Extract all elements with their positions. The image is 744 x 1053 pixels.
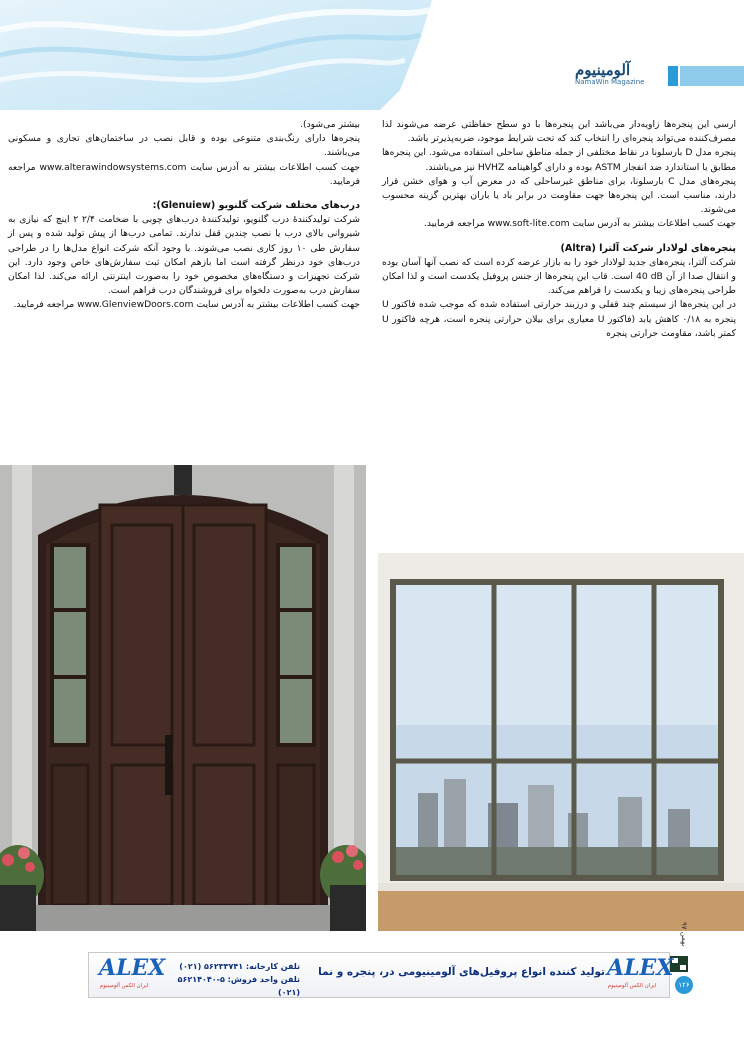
db-value: 40 dB bbox=[635, 271, 663, 283]
paragraph: بیشتر می‌شود). bbox=[300, 119, 360, 130]
paragraph: پنجره‌های مدل C بارسلونا، برای مناطق غیرساحلی که در معرض آب و هوای خشن قرار دارند، مناسب است. این پنجره‌ها جهت مقاومت در برابر باد یا باران بهترین گزینه محسوب می‌شوند. bbox=[382, 175, 736, 216]
paragraph: جهت کسب اطلاعات بیشتر به آدرس سایت www.soft-lite.com مراجعه فرمایید. bbox=[423, 218, 736, 230]
paragraph: در این پنجره‌ها از سیستم چند قفلی و درزبند حرارتی استفاده شده که موجب شده فاکتور U پنجره به ۰/۱۸ کاهش یابد (فاکتور U معیاری برای بیلان حرارتی پنجره است، هرچه فاکتور U کمتر باشد، مقاومت حرارتی پنجره bbox=[382, 299, 737, 339]
sales-phone: تلفن واحد فروش: ۵-۵۶۲۱۴۰۴۰ (۰۲۱) bbox=[177, 975, 300, 997]
paragraph: پنجره‌ها دارای رنگ‌بندی متنوعی بوده و قابل نصب در ساختمان‌های تجاری و مسکونی می‌باشند. bbox=[8, 133, 360, 159]
right-text-column bbox=[382, 118, 736, 341]
alex-logo-left bbox=[93, 955, 166, 995]
paragraph: جهت کسب اطلاعات بیشتر به آدرس سایت www.GlenviewDoors.com مراجعه فرمایید. bbox=[13, 299, 360, 311]
window-photo bbox=[378, 553, 744, 931]
left-text-column bbox=[8, 118, 360, 313]
ad-phone-numbers bbox=[160, 960, 300, 999]
ad-headline: تولید کننده انواع پروفیل‌های آلومینیومی در، پنجره و نما bbox=[318, 966, 605, 978]
header-wave-graphic bbox=[0, 0, 440, 110]
magazine-logo bbox=[575, 62, 675, 92]
alex-logo-right bbox=[601, 955, 674, 995]
brand-subtitle: ایران الکس آلومینیوم bbox=[99, 983, 149, 989]
section-heading: درب‌های مختلف شرکت گلنویو (Glenuiew): bbox=[152, 200, 360, 212]
header-color-blocks bbox=[668, 66, 744, 86]
astm-term: ASTM bbox=[595, 161, 621, 173]
brand-subtitle: ایران الکس آلومینیوم bbox=[607, 983, 657, 989]
page-number: ۱۲۶ bbox=[675, 976, 693, 994]
brand-name: ALEX bbox=[99, 955, 166, 981]
website-link[interactable]: www.alterawindowsystems.com bbox=[39, 161, 187, 173]
hvhz-term: HVHZ bbox=[477, 161, 505, 173]
paragraph: پنجره مدل D بارسلونا در نقاط مختلفی از جمله مناطق ساحلی استفاده می‌شود. این پنجره‌ها مطابق با استاندارد ضد انفجار ASTM بوده و دارای گواهینامه HVHZ نیز می‌باشند. bbox=[382, 147, 737, 173]
website-link[interactable]: www.soft-lite.com bbox=[487, 218, 570, 230]
factory-phone: تلفن کارخانه: ۵۶۲۳۳۷۴۱ (۰۲۱) bbox=[179, 962, 300, 971]
section-heading: پنجره‌های لولادار شرکت آلترا (Altra) bbox=[560, 242, 736, 254]
paragraph: شرکت تولیدکنندهٔ درب گلنویو، تولیدکنندهٔ درب‌های چوبی با ضخامت ۲/۴ ۲ اینچ که نیازی به شیروانی بالای درب یا نصب چندین قفل ندارند. تمامی درب‌ها از پیش تولید شده و پس از سفارش طی ۱۰ روز کاری نصب می‌شوند. با وجود آنکه شرکت انواع مدل‌ها را در طراحی درب‌های خود درنظر گرفته است اما بازهم امکان ثبت سفارش‌های خاص وجود دارد. این شرکت تجهیزات و دستگاه‌های مخصوص خود را به‌صورت اینترنتی ارائه می‌کند. لذا امکان سفارش درب به‌صورت دلخواه برای فروشندگان درب فراهم است. bbox=[8, 214, 360, 297]
paragraph: شرکت آلترا، پنجره‌های جدید لولادار خود را به بازار عرضه کرده است که نصب آنها آسان بوده و انتقال صدا از آن 40 dB است. قاب این پنجره‌ها از جنس پروفیل یکدست است و لذا امکان طراحی پنجره‌های زیبا و یکدست را فراهم می‌کند. bbox=[382, 256, 736, 297]
page-header bbox=[0, 0, 744, 110]
paragraph: ارسی این پنجره‌ها زاویه‌دار می‌باشد این پنجره‌ها با دو سطح حفاظتی عرضه می‌شوند لذا مصرف‌کننده می‌تواند پنجره‌ای را انتخاب کند که تحت شرایط موجود، ضربه‌پذیرتر باشد. bbox=[382, 119, 736, 145]
door-photo bbox=[0, 465, 366, 931]
magazine-name: آلومینیوم bbox=[575, 61, 631, 79]
issue-date: بهمن ۹۷ bbox=[680, 922, 688, 947]
website-link[interactable]: www.GlenviewDoors.com bbox=[77, 299, 194, 311]
paragraph: جهت کسب اطلاعات بیشتر به آدرس سایت www.alterawindowsystems.com مراجعه فرمایید. bbox=[8, 161, 360, 187]
magazine-subname: NamaWin Magazine bbox=[575, 78, 645, 86]
brand-name: ALEX bbox=[607, 955, 674, 981]
